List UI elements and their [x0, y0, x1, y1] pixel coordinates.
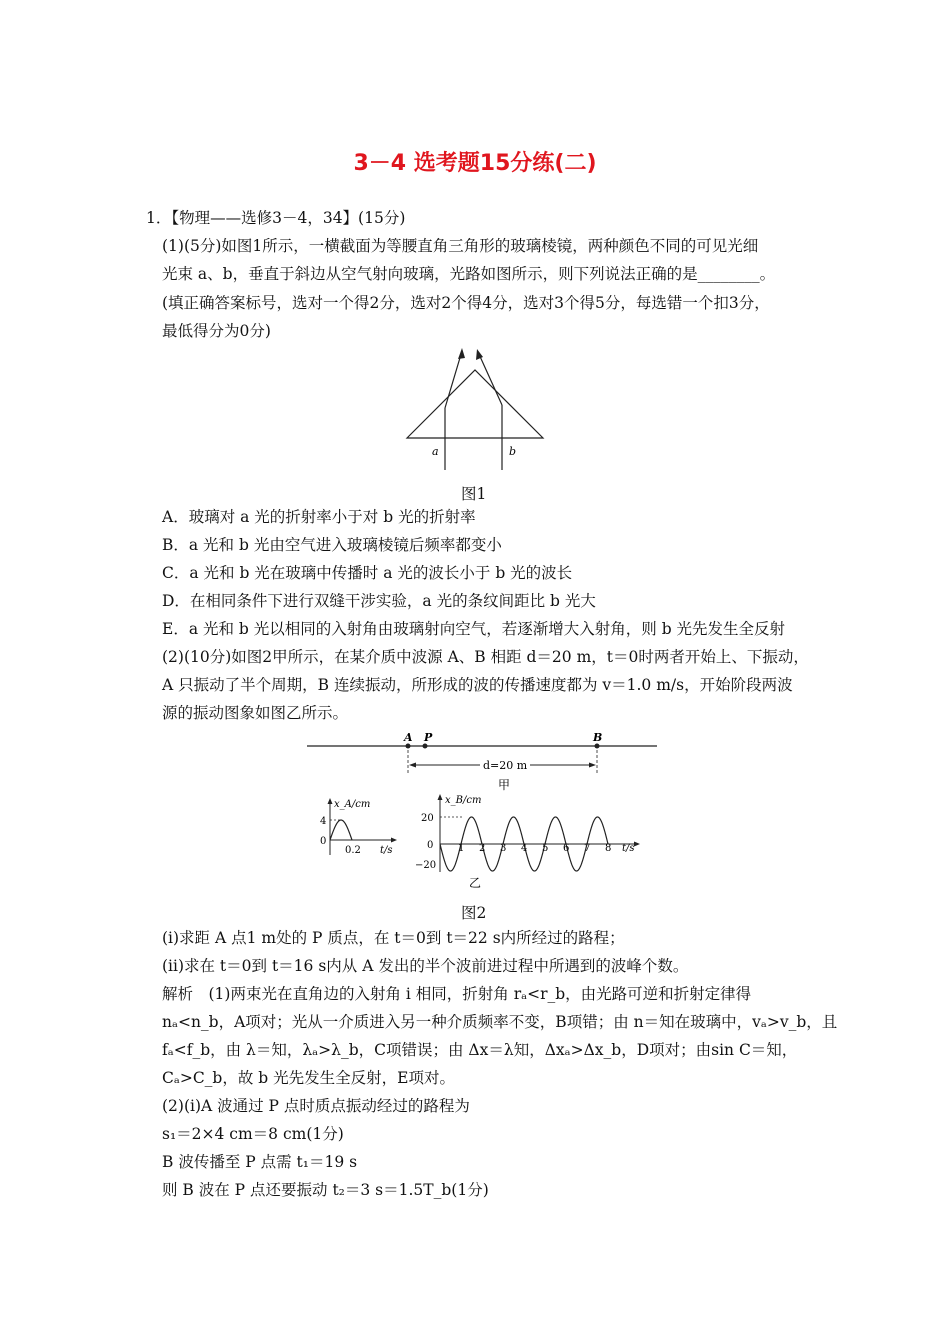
figure-1-prism	[395, 345, 555, 475]
part2-line: (2)(10分)如图2甲所示，在某介质中波源 A、B 相距 d＝20 m，t＝0时两者开始上、下振动，	[162, 648, 809, 666]
graph-b-y-tick: 20	[421, 813, 434, 824]
point-a-label: A	[404, 731, 413, 744]
graph-b-x-tick: 6	[563, 843, 570, 854]
graph-a-xlabel: t/s	[380, 845, 393, 856]
graph-b-x-tick: 3	[500, 843, 507, 854]
graph-a-origin: 0	[320, 836, 327, 847]
prism-triangle	[407, 370, 543, 438]
graph-b-x-tick: 8	[605, 843, 612, 854]
graph-b-x-tick: 4	[521, 843, 528, 854]
graph-b-ylabel: x_B/cm	[445, 795, 482, 806]
sub-question-ii: (ⅱ)求在 t＝0到 t＝16 s内从 A 发出的半个波前进过程中所遇到的波峰个数。	[162, 957, 689, 975]
jia-label: 甲	[498, 778, 511, 792]
yi-label: 乙	[469, 876, 482, 890]
graph-a-x-tick: 0.2	[345, 845, 361, 856]
page-title: 3－4 选考题15分练(二)	[353, 151, 597, 176]
solution-line: B 波传播至 P 点需 t₁＝19 s	[162, 1153, 358, 1171]
graph-a-ylabel: x_A/cm	[334, 799, 371, 810]
figure-2-jia	[305, 728, 660, 792]
option-b: B．a 光和 b 光由空气进入玻璃棱镜后频率都变小	[162, 536, 502, 554]
solution-line: 则 B 波在 P 点还要振动 t₂＝3 s＝1.5T_b(1分)	[162, 1181, 489, 1199]
solution-line: Cₐ>C_b，故 b 光先发生全反射，E项对。	[162, 1069, 455, 1087]
beam-a-label: a	[432, 445, 439, 458]
graph-b-xlabel: t/s	[622, 843, 635, 854]
graph-b-vibration	[412, 790, 644, 890]
graph-a-y-tick: 4	[320, 816, 327, 827]
beam-a-arrow	[458, 348, 465, 359]
figure-2-caption: 图2	[461, 904, 487, 922]
graph-b-x-tick: 7	[584, 843, 591, 854]
distance-label: d=20 m	[483, 759, 528, 772]
option-d: D．在相同条件下进行双缝干涉实验，a 光的条纹间距比 b 光大	[162, 592, 596, 610]
beam-b-arrow	[476, 349, 483, 360]
figure-1-caption: 图1	[461, 485, 487, 503]
solution-line: 解析 (1)两束光在直角边的入射角 i 相同，折射角 rₐ<r_b，由光路可逆和折射定律得	[162, 985, 752, 1003]
part1-line: (1)(5分)如图1所示，一横截面为等腰直角三角形的玻璃棱镜，两种颜色不同的可见光细	[162, 237, 759, 255]
point-p-dot	[423, 744, 428, 749]
part1-line: (填正确答案标号，选对一个得2分，选对2个得4分，选对3个得5分，每选错一个扣3分，	[162, 294, 770, 312]
graph-b-x-tick: 2	[479, 843, 486, 854]
graph-b-y-tick: −20	[415, 860, 437, 871]
beam-b-exit	[478, 352, 502, 405]
point-b-dot	[595, 744, 600, 749]
point-b-label: B	[593, 731, 603, 744]
option-c: C．a 光和 b 光在玻璃中传播时 a 光的波长小于 b 光的波长	[162, 564, 573, 582]
graph-b-x-tick: 1	[458, 843, 465, 854]
part1-line: 最低得分为0分)	[162, 322, 271, 340]
curve-a	[330, 820, 352, 840]
solution-line: s₁＝2×4 cm＝8 cm(1分)	[162, 1125, 344, 1143]
beam-b-label: b	[509, 445, 517, 458]
solution-line: fₐ<f_b，由 λ＝知，λₐ>λ_b，C项错误；由 Δx＝λ知，Δxₐ>Δx_b，D项对；由sin C＝知，	[162, 1041, 798, 1059]
point-p-label: P	[424, 731, 433, 744]
graph-b-x-tick: 5	[542, 843, 549, 854]
beam-a-exit	[445, 351, 462, 408]
graph-b-y-tick: 0	[427, 840, 434, 851]
option-e: E．a 光和 b 光以相同的入射角由玻璃射向空气，若逐渐增大入射角，则 b 光先发生全反射	[162, 620, 786, 638]
graph-a-vibration	[310, 795, 400, 860]
part1-line: 光束 a、b，垂直于斜边从空气射向玻璃，光路如图所示，则下列说法正确的是________。	[162, 265, 776, 283]
sub-question-i: (ⅰ)求距 A 点1 m处的 P 质点，在 t＝0到 t＝22 s内所经过的路程；	[162, 929, 625, 947]
option-a: A．玻璃对 a 光的折射率小于对 b 光的折射率	[162, 508, 476, 526]
solution-line: nₐ<n_b，A项对；光从一介质进入另一种介质频率不变，B项错；由 n＝知在玻璃中，vₐ>v_b，且	[162, 1013, 838, 1031]
point-a-dot	[406, 744, 411, 749]
solution-line: (2)(ⅰ)A 波通过 P 点时质点振动经过的路程为	[162, 1097, 470, 1115]
part2-line: A 只振动了半个周期，B 连续振动，所形成的波的传播速度都为 v＝1.0 m/s，开始阶段两波	[162, 676, 793, 694]
question-header: 1．【物理——选修3－4，34】(15分)	[146, 209, 406, 227]
part2-line: 源的振动图象如图乙所示。	[162, 704, 349, 722]
